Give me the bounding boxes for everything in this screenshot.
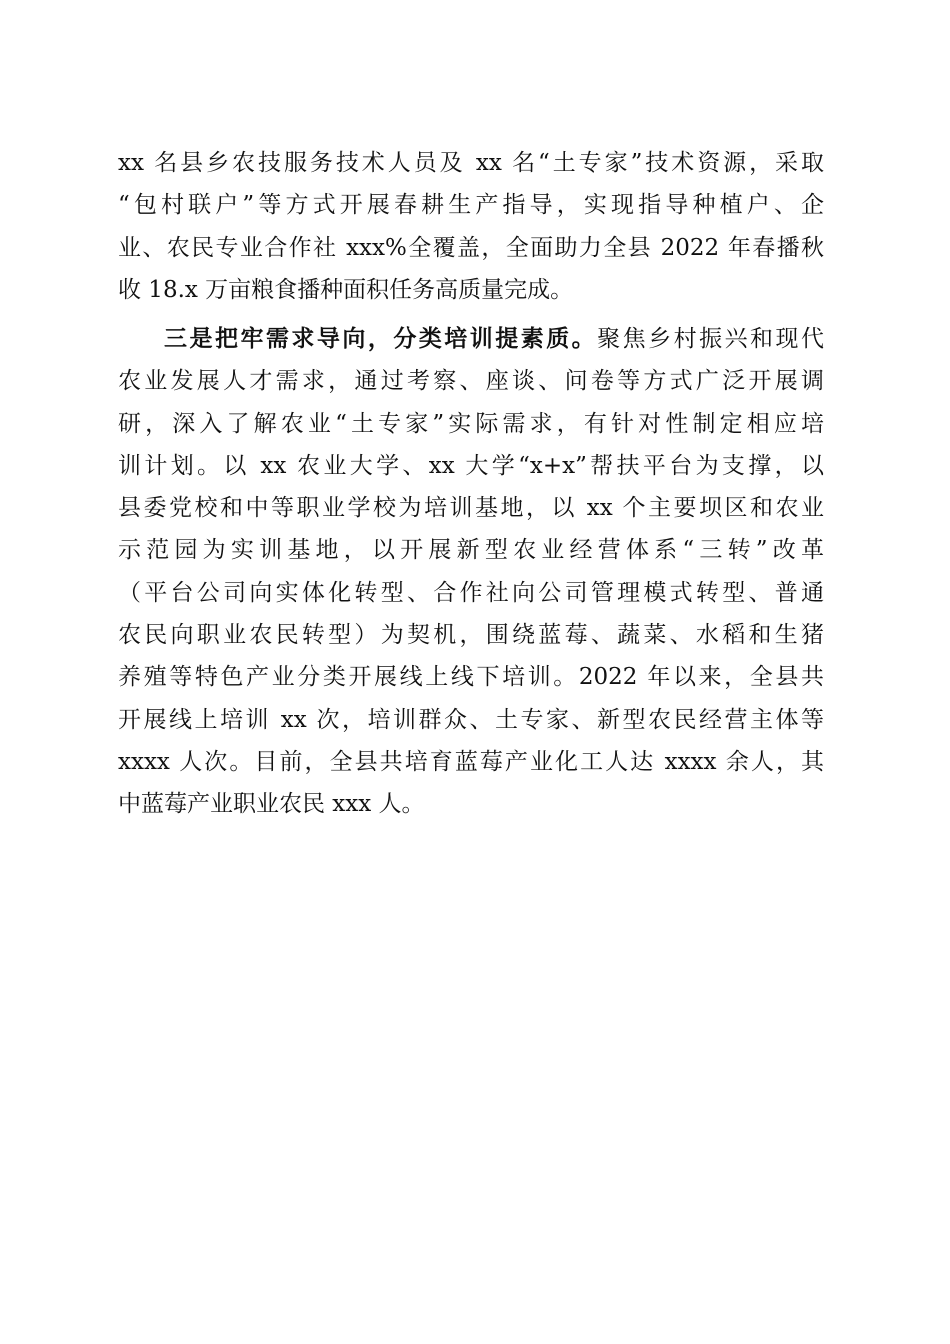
paragraph-line: 示范园为实训基地，以开展新型农业经营体系“三转”改革 — [118, 537, 824, 564]
paragraph-line: （平台公司向实体化转型、合作社向公司管理模式转型、普通 — [118, 579, 824, 606]
paragraph-line: 农民向职业农民转型）为契机，围绕蓝莓、蔬菜、水稻和生猪 — [118, 622, 824, 649]
paragraph-line: 县委党校和中等职业学校为培训基地，以 xx 个主要坝区和农业 — [118, 495, 824, 522]
paragraph-line: 养殖等特色产业分类开展线上线下培训。2022 年以来，全县共 — [118, 664, 824, 691]
paragraph-line: 业、农民专业合作社 xxx%全覆盖，全面助力全县 2022 年春播秋 — [118, 234, 824, 261]
paragraph-line: xxxx 人次。目前，全县共培育蓝莓产业化工人达 xxxx 余人，其 — [118, 748, 824, 775]
paragraph-line: 研，深入了解农业“土专家”实际需求，有针对性制定相应培 — [118, 410, 824, 437]
paragraph-line: 中蓝莓产业职业农民 xxx 人。 — [118, 791, 425, 818]
paragraph-line: 农业发展人才需求，通过考察、座谈、问卷等方式广泛开展调 — [118, 368, 824, 395]
paragraph-line-text: 聚焦乡村振兴和现代 — [597, 326, 825, 352]
paragraph-line: xx 名县乡农技服务技术人员及 xx 名“土专家”技术资源，采取 — [118, 150, 824, 176]
paragraph-line: “包村联户”等方式开展春耕生产指导，实现指导种植户、企 — [118, 192, 824, 219]
paragraph-line: 开展线上培训 xx 次，培训群众、土专家、新型农民经营主体等 — [118, 706, 824, 733]
paragraph-line: 收 18.x 万亩粮食播种面积任务高质量完成。 — [118, 276, 574, 303]
paragraph-2 — [118, 318, 824, 826]
paragraph-line: 训计划。以 xx 农业大学、xx 大学“x+x”帮扶平台为支撑，以 — [118, 452, 824, 479]
paragraph-1 — [118, 142, 824, 311]
paragraph-first-line — [118, 318, 824, 360]
paragraph-lead-heading: 三是把牢需求导向，分类培训提素质。 — [164, 325, 598, 352]
